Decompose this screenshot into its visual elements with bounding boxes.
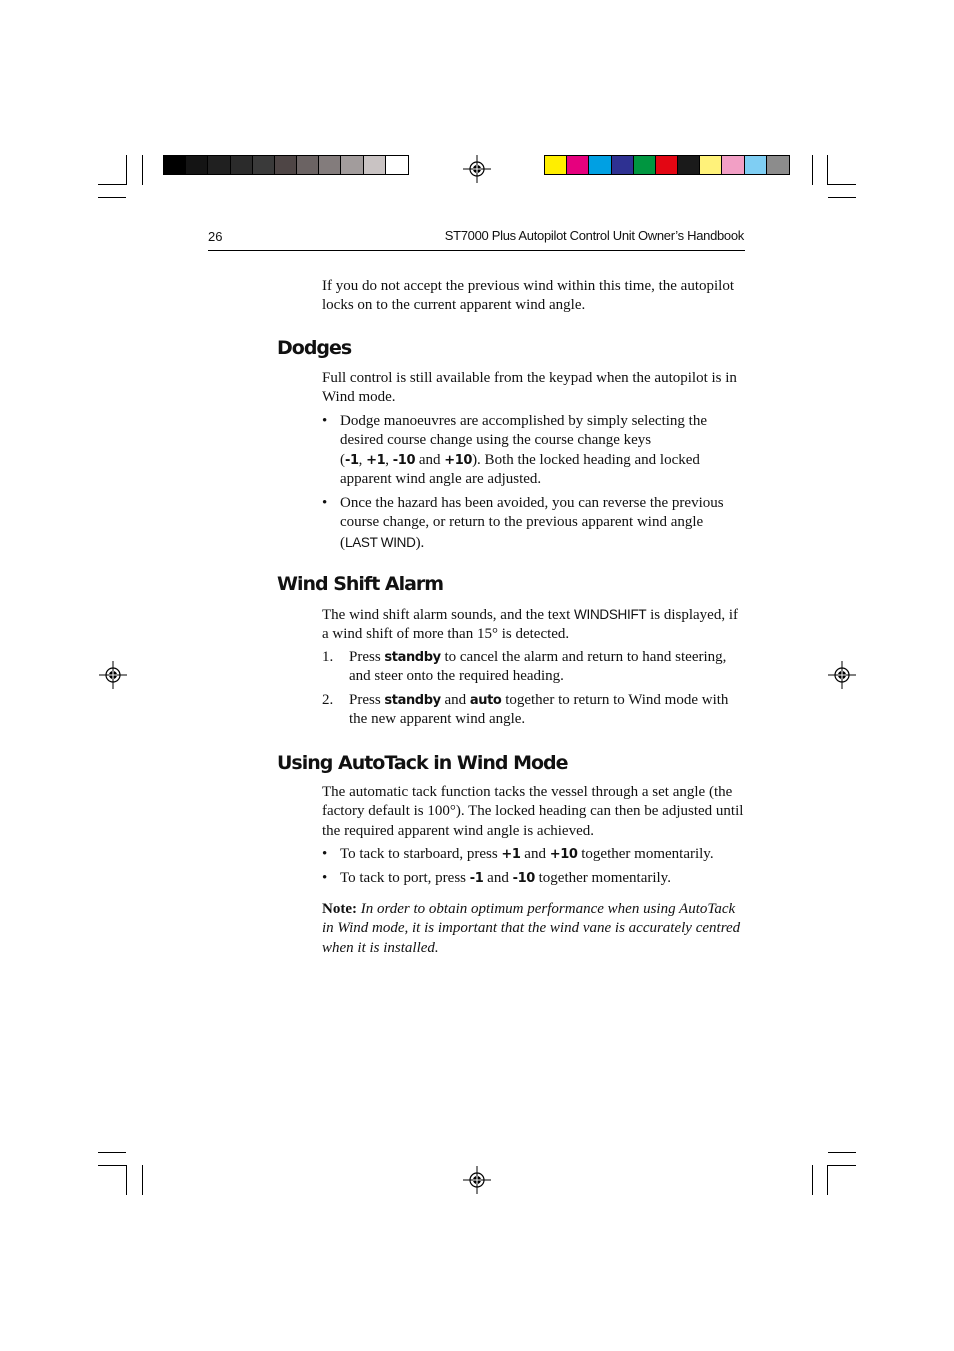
bullet-text: Dodge manoeuvres are accomplished by simply selecting the desired course change using the course change keys (-1, +1, -10 and +10). Both the locked heading and locked apparent wind angle are adjusted.: [340, 413, 707, 488]
bullet-text: To tack to port, press -1 and -10 together momentarily.: [340, 870, 671, 886]
bullet-mark: •: [322, 870, 328, 886]
color-swatch: [386, 156, 408, 174]
wind-shift-step-1: [322, 648, 746, 687]
autotack-bullet-1: [322, 845, 746, 864]
crop-mark: [98, 184, 126, 185]
display-text-last-wind: LAST WIND: [345, 534, 416, 550]
bullet-text: To tack to starboard, press +1 and +10 together momentarily.: [340, 846, 714, 862]
registration-mark-icon: [99, 661, 127, 689]
key-minus-1: -1: [469, 871, 484, 886]
color-swatch: [656, 156, 678, 174]
color-swatch: [297, 156, 319, 174]
section-heading-dodges: Dodges: [277, 337, 352, 359]
dodges-bullet-1: [322, 412, 746, 490]
color-swatch: [612, 156, 634, 174]
crop-mark: [828, 197, 856, 198]
color-swatch: [700, 156, 722, 174]
crop-mark: [828, 1152, 856, 1153]
step-text: Press standby and auto together to return to Wind mode with the new apparent wind angle.: [349, 692, 729, 728]
crop-mark: [812, 155, 813, 185]
display-text-windshift: WINDSHIFT: [574, 607, 647, 622]
color-swatch: [208, 156, 230, 174]
crop-mark: [828, 1165, 856, 1166]
color-swatch: [319, 156, 341, 174]
color-swatch: [745, 156, 767, 174]
registration-mark-icon: [463, 155, 491, 183]
note-paragraph: [322, 900, 746, 958]
color-swatch: [364, 156, 386, 174]
wind-shift-paragraph: The wind shift alarm sounds, and the text WINDSHIFT is displayed, if a wind shift of more than 15° is detected.: [322, 607, 738, 643]
crop-mark: [98, 1152, 126, 1153]
color-swatch: [634, 156, 656, 174]
color-swatch: [253, 156, 275, 174]
header-rule: [208, 250, 745, 251]
color-swatch: [589, 156, 611, 174]
key-plus-10: +10: [549, 847, 578, 862]
section-heading-wind-shift-alarm: Wind Shift Alarm: [277, 573, 444, 595]
crop-mark: [827, 155, 828, 185]
intro-paragraph: If you do not accept the previous wind within this time, the autopilot locks on to the current apparent wind angle.: [322, 278, 735, 314]
section-heading-autotack: Using AutoTack in Wind Mode: [277, 752, 568, 774]
color-swatch: [545, 156, 567, 174]
autotack-bullet-2: [322, 869, 746, 888]
page-number: 26: [208, 229, 223, 244]
bullet-mark: •: [322, 846, 328, 862]
bullet-text: Once the hazard has been avoided, you can reverse the previous course change, or return to the previous apparent wind angle (LAST WIND).: [340, 495, 724, 551]
crop-mark: [98, 1165, 126, 1166]
crop-mark: [812, 1165, 813, 1195]
color-calibration-bar: [544, 155, 790, 175]
color-swatch: [722, 156, 744, 174]
color-swatch: [567, 156, 589, 174]
key-plus-10: +10: [444, 452, 473, 468]
crop-mark: [126, 1165, 127, 1195]
color-swatch: [341, 156, 363, 174]
dodges-bullet-2: [322, 494, 746, 553]
wind-shift-step-2: [322, 691, 746, 730]
running-title: ST7000 Plus Autopilot Control Unit Owner’s Handbook: [444, 228, 744, 243]
color-swatch: [767, 156, 789, 174]
crop-mark: [126, 155, 127, 185]
color-swatch: [164, 156, 186, 174]
autotack-paragraph: The automatic tack function tacks the vessel through a set angle (the factory default is 100°). The locked heading can then be adjusted until the required apparent wind angle is achieved.: [322, 784, 744, 839]
key-auto: auto: [469, 693, 502, 708]
color-swatch: [678, 156, 700, 174]
crop-mark: [98, 197, 126, 198]
note-label: Note:: [322, 901, 357, 917]
note-text: In order to obtain optimum performance when using AutoTack in Wind mode, it is important that the wind vane is accurately centred when it is installed.: [322, 901, 741, 956]
registration-mark-icon: [828, 661, 856, 689]
color-swatch: [186, 156, 208, 174]
gray-calibration-bar: [163, 155, 409, 175]
crop-mark: [142, 155, 143, 185]
key-plus-1: +1: [366, 452, 386, 468]
key-standby: standby: [384, 693, 441, 708]
crop-mark: [828, 184, 856, 185]
dodges-paragraph: Full control is still available from the keypad when the autopilot is in Wind mode.: [322, 370, 737, 406]
crop-mark: [142, 1165, 143, 1195]
key-minus-10: -10: [392, 452, 416, 468]
step-text: Press standby to cancel the alarm and return to hand steering, and steer onto the required heading.: [349, 649, 727, 685]
key-plus-1: +1: [501, 847, 521, 862]
crop-mark: [827, 1165, 828, 1195]
key-standby: standby: [384, 650, 441, 665]
bullet-mark: •: [322, 413, 328, 429]
key-minus-10: -10: [512, 871, 535, 886]
registration-mark-icon: [463, 1166, 491, 1194]
step-number: 1.: [322, 649, 334, 665]
step-number: 2.: [322, 692, 334, 708]
bullet-mark: •: [322, 495, 328, 511]
key-minus-1: -1: [345, 452, 359, 468]
color-swatch: [231, 156, 253, 174]
color-swatch: [275, 156, 297, 174]
